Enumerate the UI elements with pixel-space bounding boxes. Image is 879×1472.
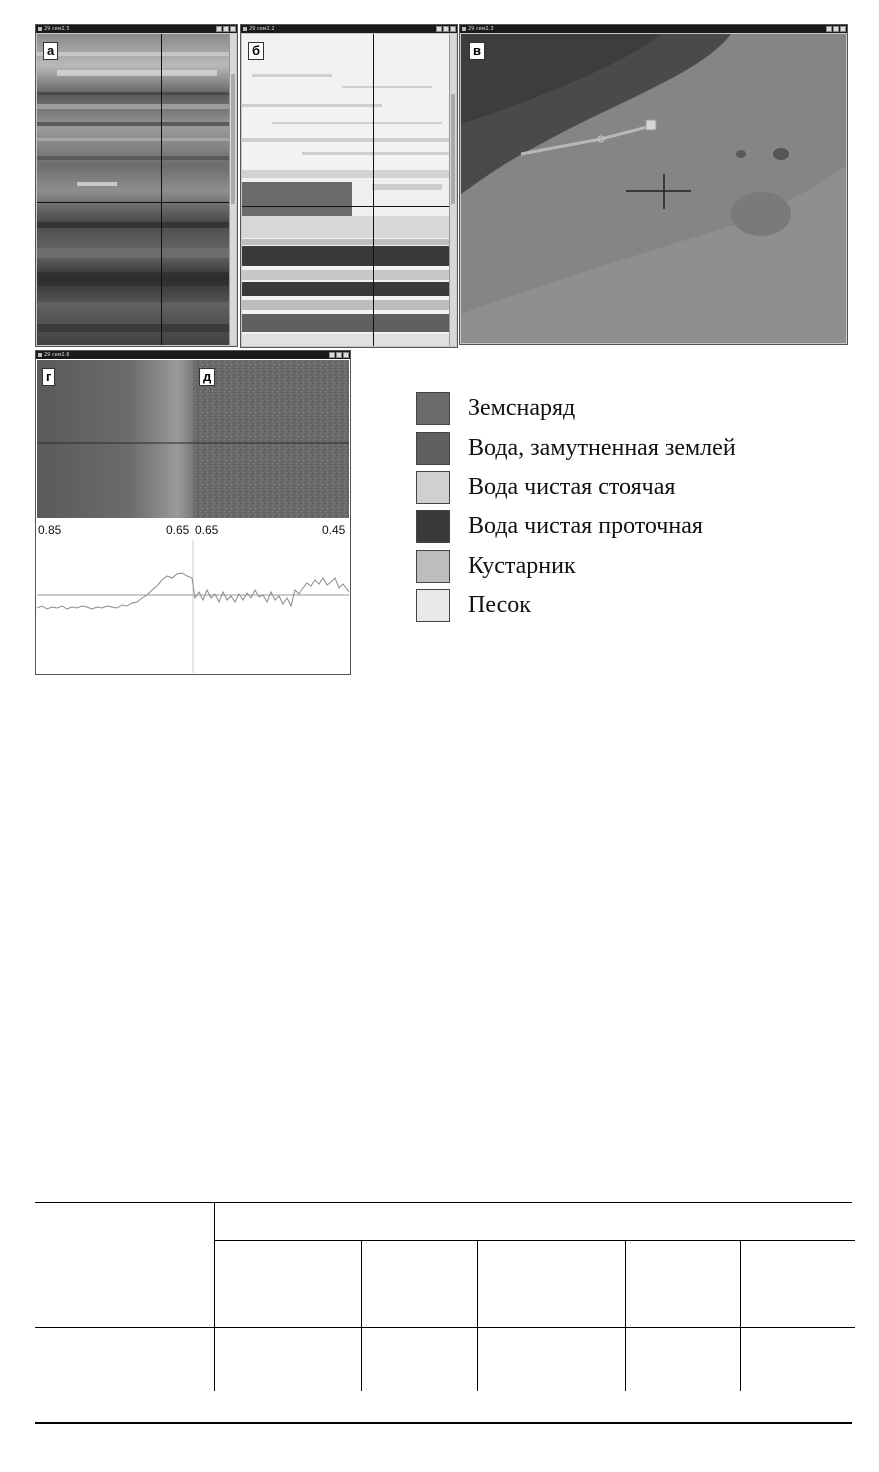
- panel-label-a: а: [43, 42, 58, 60]
- table-col-line: [625, 1240, 626, 1391]
- panel-gd-window: [35, 350, 351, 675]
- panel-label-g: г: [42, 368, 55, 386]
- minimize-icon[interactable]: [216, 26, 222, 32]
- legend-swatch: [416, 471, 450, 504]
- legend: [416, 389, 736, 625]
- panel-b-content: [242, 34, 456, 346]
- panel-a-titlebar: [36, 25, 237, 33]
- legend-item-shrubs: [416, 547, 736, 586]
- table-col-line: [477, 1240, 478, 1391]
- crosshair-horizontal: [37, 202, 236, 203]
- legend-label: Вода чистая стоячая: [468, 473, 676, 500]
- panel-b-title: 29 сем2.2: [249, 26, 275, 32]
- close-icon[interactable]: [343, 352, 349, 358]
- profile-left-end: 0.65: [166, 523, 190, 537]
- table-col-line: [361, 1240, 362, 1391]
- panel-a-image: [37, 34, 232, 345]
- panel-a-content: [37, 34, 236, 345]
- legend-label: Земснаряд: [468, 395, 576, 422]
- legend-item-sand: [416, 586, 736, 625]
- profile-right-end: 0.45: [322, 523, 346, 537]
- panel-gd-title: 29 сем2.6: [44, 352, 70, 358]
- panel-b-titlebar: [241, 25, 457, 33]
- panel-v-titlebar: [460, 25, 847, 33]
- minimize-icon[interactable]: [329, 352, 335, 358]
- legend-label: Вода, замутненная землей: [468, 434, 736, 461]
- window-icon: [38, 27, 42, 31]
- legend-swatch: [416, 432, 450, 465]
- table-header-divider: [214, 1240, 855, 1241]
- maximize-icon[interactable]: [833, 26, 839, 32]
- crosshair-vertical: [373, 34, 374, 346]
- vertical-scrollbar[interactable]: [229, 34, 236, 345]
- panel-v-window: [459, 24, 848, 345]
- panel-label-d: д: [199, 368, 215, 386]
- panel-gd-strip-image: [37, 360, 349, 518]
- panel-v-aerial-image: [461, 34, 846, 343]
- panel-v-title: 29 сем2.3: [468, 26, 494, 32]
- legend-swatch: [416, 510, 450, 543]
- panel-v-content: [461, 34, 846, 343]
- table-col-line: [214, 1202, 215, 1391]
- maximize-icon[interactable]: [336, 352, 342, 358]
- close-icon[interactable]: [450, 26, 456, 32]
- profile-graph: [37, 540, 349, 673]
- panel-label-v: в: [469, 42, 485, 60]
- profile-right-start: 0.65: [195, 523, 219, 537]
- scroll-thumb[interactable]: [451, 94, 455, 204]
- panel-gd-content: [37, 360, 349, 673]
- vertical-scrollbar[interactable]: [449, 34, 456, 346]
- crosshair-vertical: [161, 34, 162, 345]
- window-icon: [462, 27, 466, 31]
- legend-item-still-water: [416, 468, 736, 507]
- close-icon[interactable]: [230, 26, 236, 32]
- panel-gd-titlebar: [36, 351, 350, 359]
- panel-b-window: [240, 24, 458, 348]
- panel-a-title: 29 сем2.5: [44, 26, 70, 32]
- legend-label: Песок: [468, 592, 531, 619]
- legend-item-flowing-water: [416, 507, 736, 546]
- maximize-icon[interactable]: [223, 26, 229, 32]
- minimize-icon[interactable]: [436, 26, 442, 32]
- legend-label: Вода чистая проточная: [468, 513, 703, 540]
- legend-swatch: [416, 392, 450, 425]
- window-icon: [243, 27, 247, 31]
- table-bottom-rule: [35, 1422, 852, 1424]
- crosshair-horizontal: [242, 206, 456, 207]
- legend-label: Кустарник: [468, 552, 576, 579]
- legend-item-dredger: [416, 389, 736, 428]
- panel-label-b: б: [248, 42, 264, 60]
- minimize-icon[interactable]: [826, 26, 832, 32]
- table-row-divider: [35, 1327, 855, 1328]
- legend-item-turbid-water: [416, 428, 736, 467]
- table-top-rule: [35, 1202, 852, 1203]
- scroll-thumb[interactable]: [231, 74, 235, 204]
- legend-swatch: [416, 589, 450, 622]
- table-col-line: [740, 1240, 741, 1391]
- maximize-icon[interactable]: [443, 26, 449, 32]
- legend-swatch: [416, 550, 450, 583]
- window-icon: [38, 353, 42, 357]
- panel-b-classified-image: [242, 34, 452, 346]
- panel-a-window: [35, 24, 238, 347]
- close-icon[interactable]: [840, 26, 846, 32]
- profile-left-start: 0.85: [38, 523, 62, 537]
